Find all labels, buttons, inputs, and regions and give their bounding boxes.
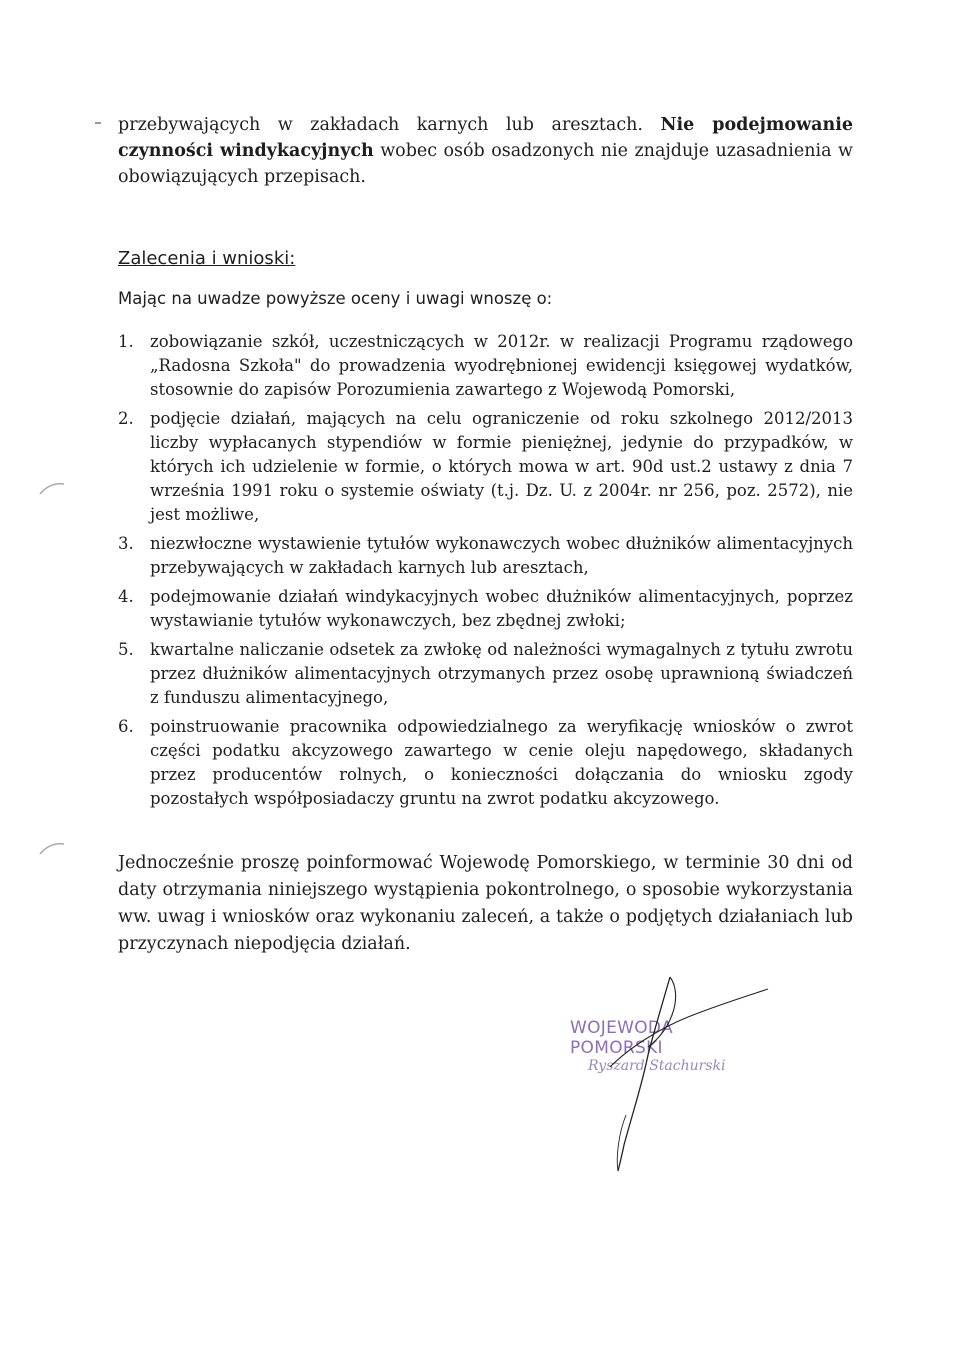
- list-item-number: 3.: [118, 534, 134, 553]
- top-paragraph: [118, 112, 853, 190]
- scan-mark: [95, 122, 101, 124]
- stamp-title: WOJEWODA POMORSKI: [570, 1018, 673, 1058]
- list-item: [118, 585, 853, 633]
- list-item-text: poinstruowanie pracownika odpowiedzialnego za weryfikację wniosków o zwrot części podatku akcyzowego zawartego w cenie oleju napędowego, składanych przez producentów rolnych, o konieczności dołączania do wniosku zgody pozostałych współposiadaczy gruntu na zwrot podatku akcyzowego.: [150, 717, 853, 808]
- list-item-number: 4.: [118, 587, 134, 606]
- list-item-number: 5.: [118, 640, 134, 659]
- list-item-text: kwartalne naliczanie odsetek za zwłokę od należności wymagalnych z tytułu zwrotu przez dłużników alimentacyjnych otrzymanych przez osobę uprawnioną świadczeń z funduszu alimentacyjnego,: [150, 640, 853, 707]
- list-item-number: 1.: [118, 332, 134, 351]
- list-item: [118, 330, 853, 402]
- list-item: [118, 715, 853, 811]
- scan-mark-arc: [38, 838, 68, 858]
- list-item-number: 2.: [118, 409, 134, 428]
- top-paragraph-bold-text: Nie podejmowanie czynności windykacyjnych: [118, 115, 853, 161]
- list-item: [118, 532, 853, 580]
- list-item: [118, 407, 853, 527]
- scan-mark-arc: [38, 478, 68, 498]
- list-item-text: niezwłoczne wystawienie tytułów wykonawczych wobec dłużników alimentacyjnych przebywających w zakładach karnych lub aresztach,: [150, 534, 853, 577]
- handwritten-signature: [558, 975, 778, 1175]
- intro-text: Mając na uwadze powyższe oceny i uwagi wnoszę o:: [118, 289, 553, 308]
- list-item-text: podjęcie działań, mających na celu ograniczenie od roku szkolnego 2012/2013 liczby wypłacanych stypendiów w formie pieniężnej, jedynie do przypadków, w których ich udzielenie w formie, o których mowa w art. 90d ust.2 ustawy z dnia 7 września 1991 roku o systemie oświaty (t.j. Dz. U. z 2004r. nr 256, poz. 2572), nie jest możliwe,: [150, 409, 853, 524]
- list-item-number: 6.: [118, 717, 134, 736]
- section-heading: Zalecenia i wnioski:: [118, 248, 296, 269]
- stamp-name: Ryszard Stachurski: [588, 1058, 726, 1074]
- list-item: [118, 638, 853, 710]
- recommendations-list: [118, 330, 853, 816]
- closing-paragraph: Jednocześnie proszę poinformować Wojewodę Pomorskiego, w terminie 30 dni od daty otrzymania niniejszego wystąpienia pokontrolnego, o sposobie wykorzystania ww. uwag i wniosków oraz wykonaniu zaleceń, a także o podjętych działaniach lub przyczynach niepodjęcia działań.: [118, 853, 853, 954]
- top-paragraph-text-end: wobec osób osadzonych nie znajduje uzasadnienia w obowiązujących przepisach.: [118, 141, 853, 187]
- list-item-text: zobowiązanie szkół, uczestniczących w 2012r. w realizacji Programu rządowego „Radosna Szkoła" do prowadzenia wyodrębnionej ewidencji księgowej wydatków, stosownie do zapisów Porozumienia zawartego z Wojewodą Pomorski,: [150, 332, 853, 399]
- list-item-text: podejmowanie działań windykacyjnych wobec dłużników alimentacyjnych, poprzez wystawianie tytułów wykonawczych, bez zbędnej zwłoki;: [150, 587, 853, 630]
- top-paragraph-text: przebywających w zakładach karnych lub aresztach.: [118, 115, 661, 135]
